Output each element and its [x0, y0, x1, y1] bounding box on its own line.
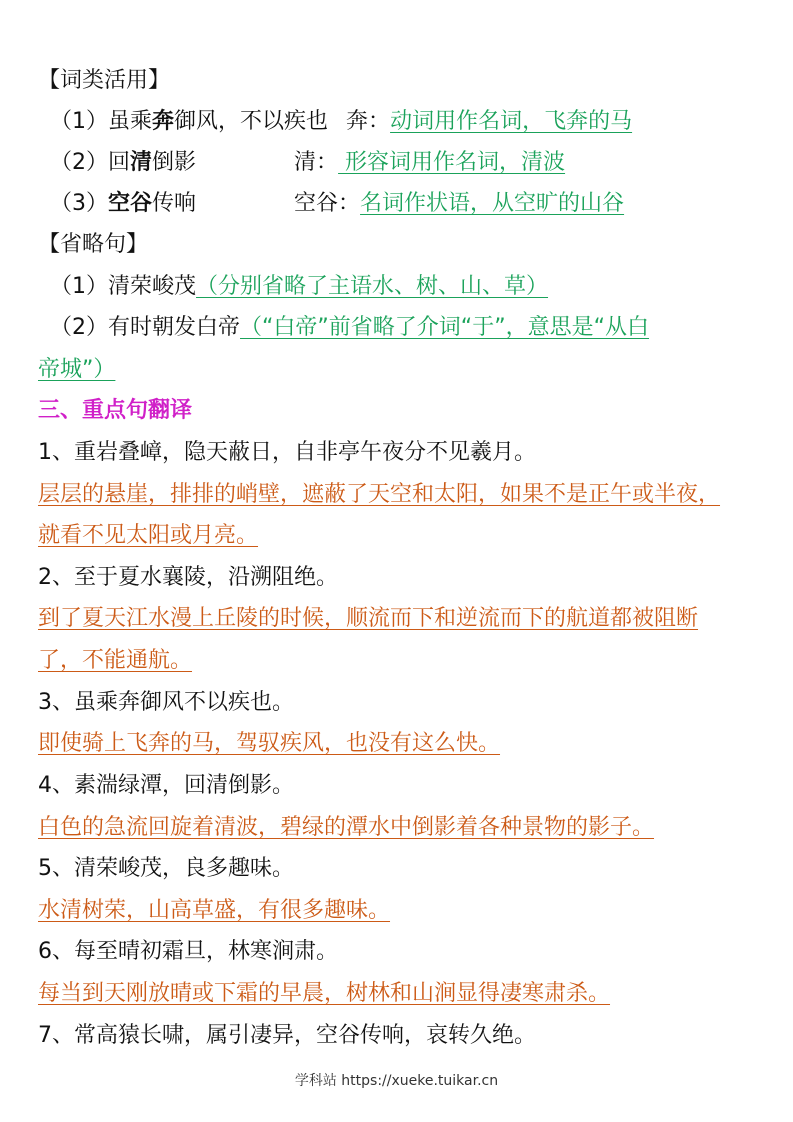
key-word: 奔 — [152, 109, 175, 134]
translation-answer-3: 即使骑上飞奔的马，驾驭疾风，也没有这么快。 — [38, 731, 501, 756]
translation-question-5: 5、清荣峻茂，良多趣味。 — [38, 856, 294, 881]
sentence: 清荣峻茂 — [108, 274, 197, 299]
translation-answer-5: 水清树荣，山高草盛，有很多趣味。 — [38, 898, 391, 923]
key-label: 空谷： — [294, 191, 361, 216]
translation-answer-2b: 了，不能通航。 — [38, 648, 193, 673]
translation-answer-4: 白色的急流回旋着清波，碧绿的潭水中倒影着各种景物的影子。 — [38, 815, 655, 840]
translation-question-6: 6、每至晴初霜旦，林寒涧肃。 — [38, 939, 338, 964]
translation-answer-1b: 就看不见太阳或月亮。 — [38, 523, 259, 548]
answer: 动词用作名词，飞奔的马 — [390, 109, 633, 134]
cilei-item-2 — [50, 148, 763, 178]
sentence-part: 倒影 — [152, 150, 197, 175]
answer: 形容词用作名词，清波 — [338, 150, 566, 175]
answer: （分别省略了主语水、树、山、草） — [196, 274, 549, 299]
item-number: （1） — [50, 109, 108, 134]
sentence: 有时朝发白帝 — [108, 315, 241, 340]
shenglue-item-2 — [50, 313, 763, 343]
translation-answer-1a: 层层的悬崖，排排的峭壁，遮蔽了天空和太阳，如果不是正午或半夜， — [38, 482, 721, 507]
section-heading-cilei: 【词类活用】 — [38, 68, 171, 93]
translation-question-1: 1、重岩叠嶂，隐天蔽日，自非亭午夜分不见羲月。 — [38, 440, 536, 465]
sentence-part: 传响 — [152, 191, 197, 216]
shenglue-item-1 — [50, 272, 763, 302]
cilei-item-3 — [50, 189, 763, 219]
item-number: （2） — [50, 150, 108, 175]
answer: 名词作状语，从空旷的山谷 — [360, 191, 625, 216]
translation-question-3: 3、虽乘奔御风不以疾也。 — [38, 690, 294, 715]
footer-watermark: 学科站 https://xueke.tuikar.cn — [294, 1073, 499, 1089]
translation-answer-6: 每当到天刚放晴或下霜的早晨，树林和山涧显得凄寒肃杀。 — [38, 981, 611, 1006]
translation-question-2: 2、至于夏水襄陵，沿溯阻绝。 — [38, 565, 338, 590]
translation-question-7: 7、常高猿长啸，属引凄异，空谷传响，哀转久绝。 — [38, 1023, 536, 1048]
section-title-translation: 三、重点句翻译 — [38, 398, 193, 423]
answer: （“白帝”前省略了介词“于”，意思是“从白 — [240, 315, 650, 340]
sentence-part: 御风，不以疾也 — [174, 109, 329, 134]
cilei-item-1 — [50, 107, 763, 137]
item-number: （3） — [50, 191, 108, 216]
key-label: 奔： — [346, 109, 391, 134]
sentence-part: 回 — [108, 150, 131, 175]
key-label: 清： — [294, 150, 339, 175]
section-heading-shenglue: 【省略句】 — [38, 232, 149, 257]
item-number: （1） — [50, 274, 108, 299]
item-number: （2） — [50, 315, 108, 340]
translation-question-4: 4、素湍绿潭，回清倒影。 — [38, 773, 294, 798]
translation-answer-2a: 到了夏天江水漫上丘陵的时候，顺流而下和逆流而下的航道都被阻断 — [38, 606, 699, 631]
shenglue-item-2-cont — [38, 355, 763, 385]
key-word: 清 — [130, 150, 153, 175]
answer-cont: 帝城”） — [38, 357, 116, 382]
key-word: 空谷 — [108, 191, 153, 216]
sentence-part: 虽乘 — [108, 109, 153, 134]
